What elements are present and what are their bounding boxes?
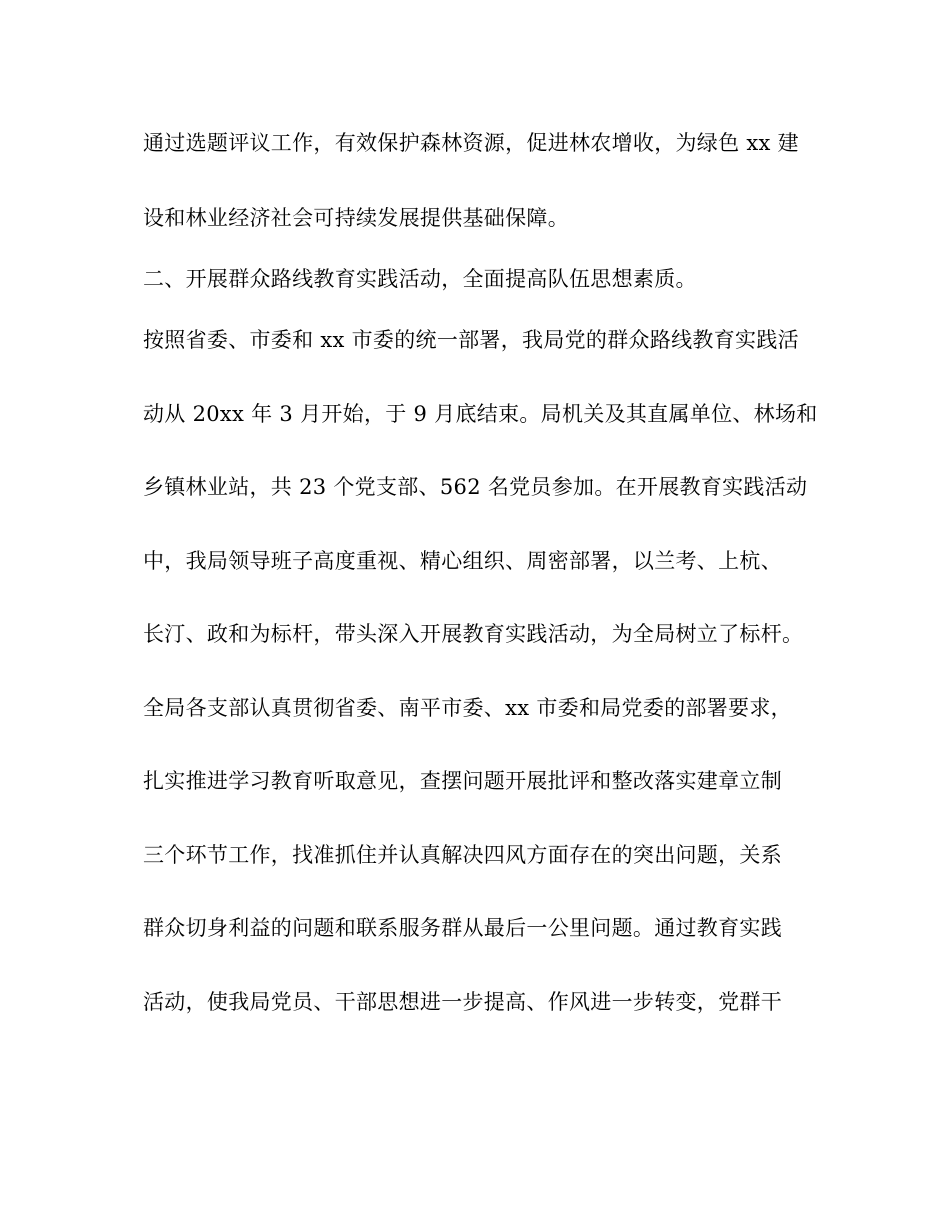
- text-line: 设和林业经济社会可持续发展提供基础保障。: [143, 206, 569, 230]
- text-line: 通过选题评议工作，有效保护森林资源，促进林农增收，为绿色 xx 建: [143, 131, 799, 155]
- text-line: 三个环节工作，找准抓住并认真解决四风方面存在的突出问题，关系: [143, 843, 782, 867]
- text-line: 按照省委、市委和 xx 市委的统一部署，我局党的群众路线教育实践活: [143, 328, 799, 352]
- text-line: 动从 20xx 年 3 月开始，于 9 月底结束。局机关及其直属单位、林场和: [143, 402, 818, 426]
- text-line: 乡镇林业站，共 23 个党支部、562 名党员参加。在开展教育实践活动: [143, 475, 808, 499]
- text-line: 扎实推进学习教育听取意见，查摆问题开展批评和整改落实建章立制: [143, 769, 782, 793]
- text-line: 中，我局领导班子高度重视、精心组织、周密部署，以兰考、上杭、: [143, 549, 782, 573]
- section-heading: 二、开展群众路线教育实践活动，全面提高队伍思想素质。: [143, 267, 697, 291]
- text-line: 全局各支部认真贯彻省委、南平市委、xx 市委和局党委的部署要求，: [143, 696, 792, 720]
- text-line: 活动，使我局党员、干部思想进一步提高、作风进一步转变，党群干: [143, 990, 782, 1014]
- text-line: 群众切身利益的问题和联系服务群从最后一公里问题。通过教育实践: [143, 916, 782, 940]
- text-line: 长汀、政和为标杆，带头深入开展教育实践活动，为全局树立了标杆。: [143, 622, 804, 646]
